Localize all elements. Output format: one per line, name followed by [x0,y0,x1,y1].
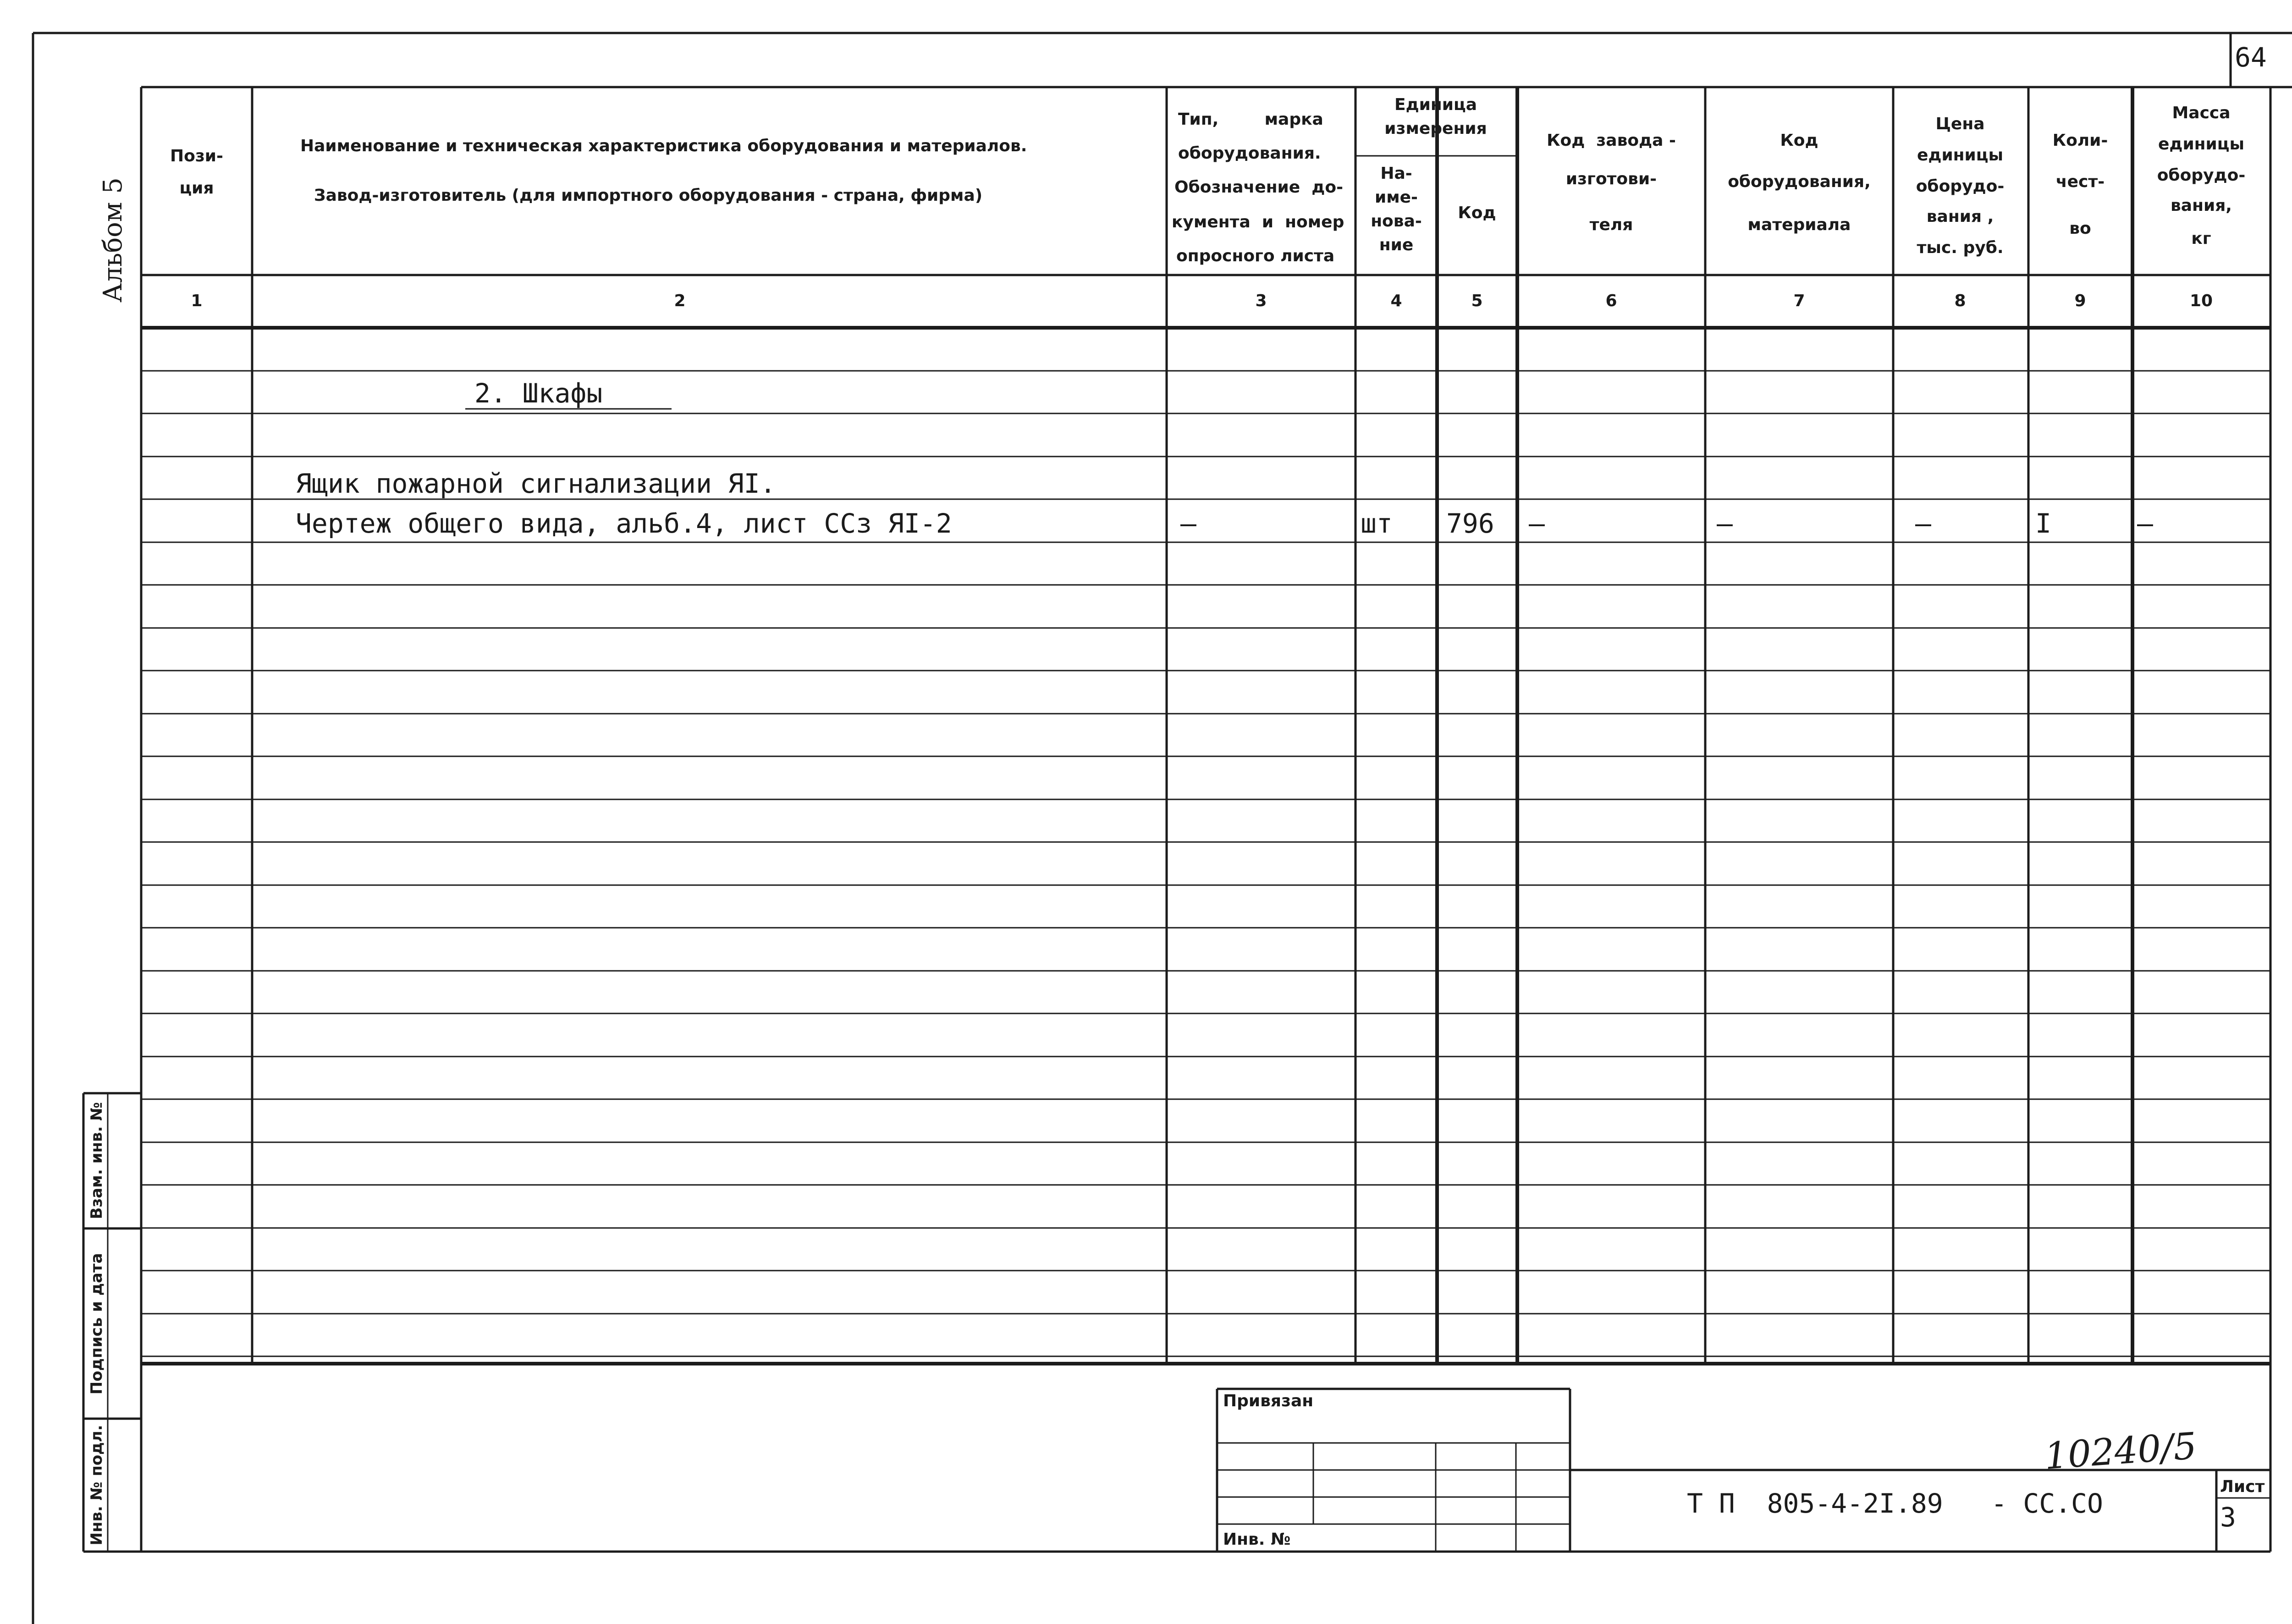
column-number: 3 [1255,292,1267,310]
side-stamp [83,1093,2270,1552]
item-unit-code: 796 [1446,508,1494,539]
header-factory-3: теля [1589,215,1633,234]
item-equipment-code: – [1717,508,1733,539]
item-mass: – [2137,508,2153,539]
column-number: 4 [1390,292,1402,310]
header-mass-2: единицы [2158,135,2245,154]
item-factory-code: – [1529,508,1545,539]
column-number: 10 [2189,292,2213,310]
item-type: – [1180,508,1196,539]
header-price-5: тыс. руб. [1917,238,2004,257]
header-unit-group-2: измерения [1384,119,1487,138]
header-unit-name-3: нова- [1371,212,1422,231]
privyazan-label: Привязан [1223,1392,1314,1410]
header-equipment-code-2: оборудования, [1728,172,1871,191]
handwritten-number: 10240/5 [2043,1424,2198,1478]
header-name-line2: Завод-изготовитель (для импортного оборудования - страна, фирма) [314,186,983,205]
header-price-1: Цена [1935,115,1985,133]
sheet-number: 3 [2220,1502,2236,1533]
item-name-line1: Ящик пожарной сигнализации ЯI. [296,468,776,499]
stamp-zam-inv: Взам. инв. № [88,1102,106,1219]
header-price-3: оборудо- [1916,177,2005,196]
header-quantity-3: во [2069,219,2091,238]
header-factory-1: Код завода - [1547,131,1676,150]
header-unit-name-4: ние [1379,236,1414,254]
header-mass-3: оборудо- [2157,166,2246,185]
header-factory-2: изготови- [1565,170,1657,188]
header-unit-name-2: име- [1374,188,1418,207]
stamp-inv-podl: Инв. № подл. [88,1425,106,1546]
header-type-5: опросного листа [1176,247,1335,265]
document-code: Т П 805-4-2I.89 - СС.СО [1687,1488,2103,1519]
header-quantity-1: Коли- [2052,131,2108,150]
header-price-4: вания , [1926,207,1994,226]
page-frame [33,33,2292,1624]
header-name-line1: Наименование и техническая характеристика оборудования и материалов. [300,137,1027,155]
header-mass-1: Масса [2172,104,2231,122]
page-number: 64 [2235,42,2267,73]
spec-table-grid [141,87,2270,1552]
header-unit-code: Код [1458,204,1496,222]
header-position-2: ция [179,179,214,198]
document-stamp [1687,1425,2270,1552]
column-number: 2 [674,292,686,310]
table-header [170,95,2245,265]
column-number: 6 [1605,292,1617,310]
header-type-2: оборудования. [1178,144,1321,163]
column-number: 5 [1471,292,1483,310]
item-unit-name: шт [1361,508,1393,539]
header-type-4: кумента и номер [1172,213,1344,231]
section-title: 2. Шкафы [474,378,603,409]
header-type-3: Обозначение до- [1174,178,1344,197]
column-number: 9 [2074,292,2086,310]
inv-no-label: Инв. № [1223,1530,1291,1549]
header-mass-5: кг [2191,229,2211,248]
header-position-1: Пози- [170,147,223,165]
column-number: 1 [191,292,203,310]
header-quantity-2: чест- [2055,172,2105,191]
item-quantity: I [2035,508,2051,539]
column-number: 8 [1954,292,1966,310]
column-number: 7 [1793,292,1805,310]
item-name-line2: Чертеж общего вида, альб.4, лист ССз ЯI-2 [296,508,952,539]
stamp-sign-date: Подпись и дата [88,1253,106,1395]
header-equipment-code-1: Код [1780,131,1818,150]
header-unit-name-1: На- [1380,164,1412,183]
header-unit-group-1: Единица [1394,95,1477,114]
header-price-2: единицы [1917,146,2004,165]
header-equipment-code-3: материала [1747,215,1851,234]
column-number-row [191,292,2213,310]
item-price: – [1915,508,1931,539]
table-body [296,378,2153,539]
album-label: Альбом 5 [98,177,128,303]
header-mass-4: вания, [2171,196,2232,215]
header-type-1: Тип, марка [1178,110,1323,129]
sheet-label: Лист [2220,1477,2265,1496]
